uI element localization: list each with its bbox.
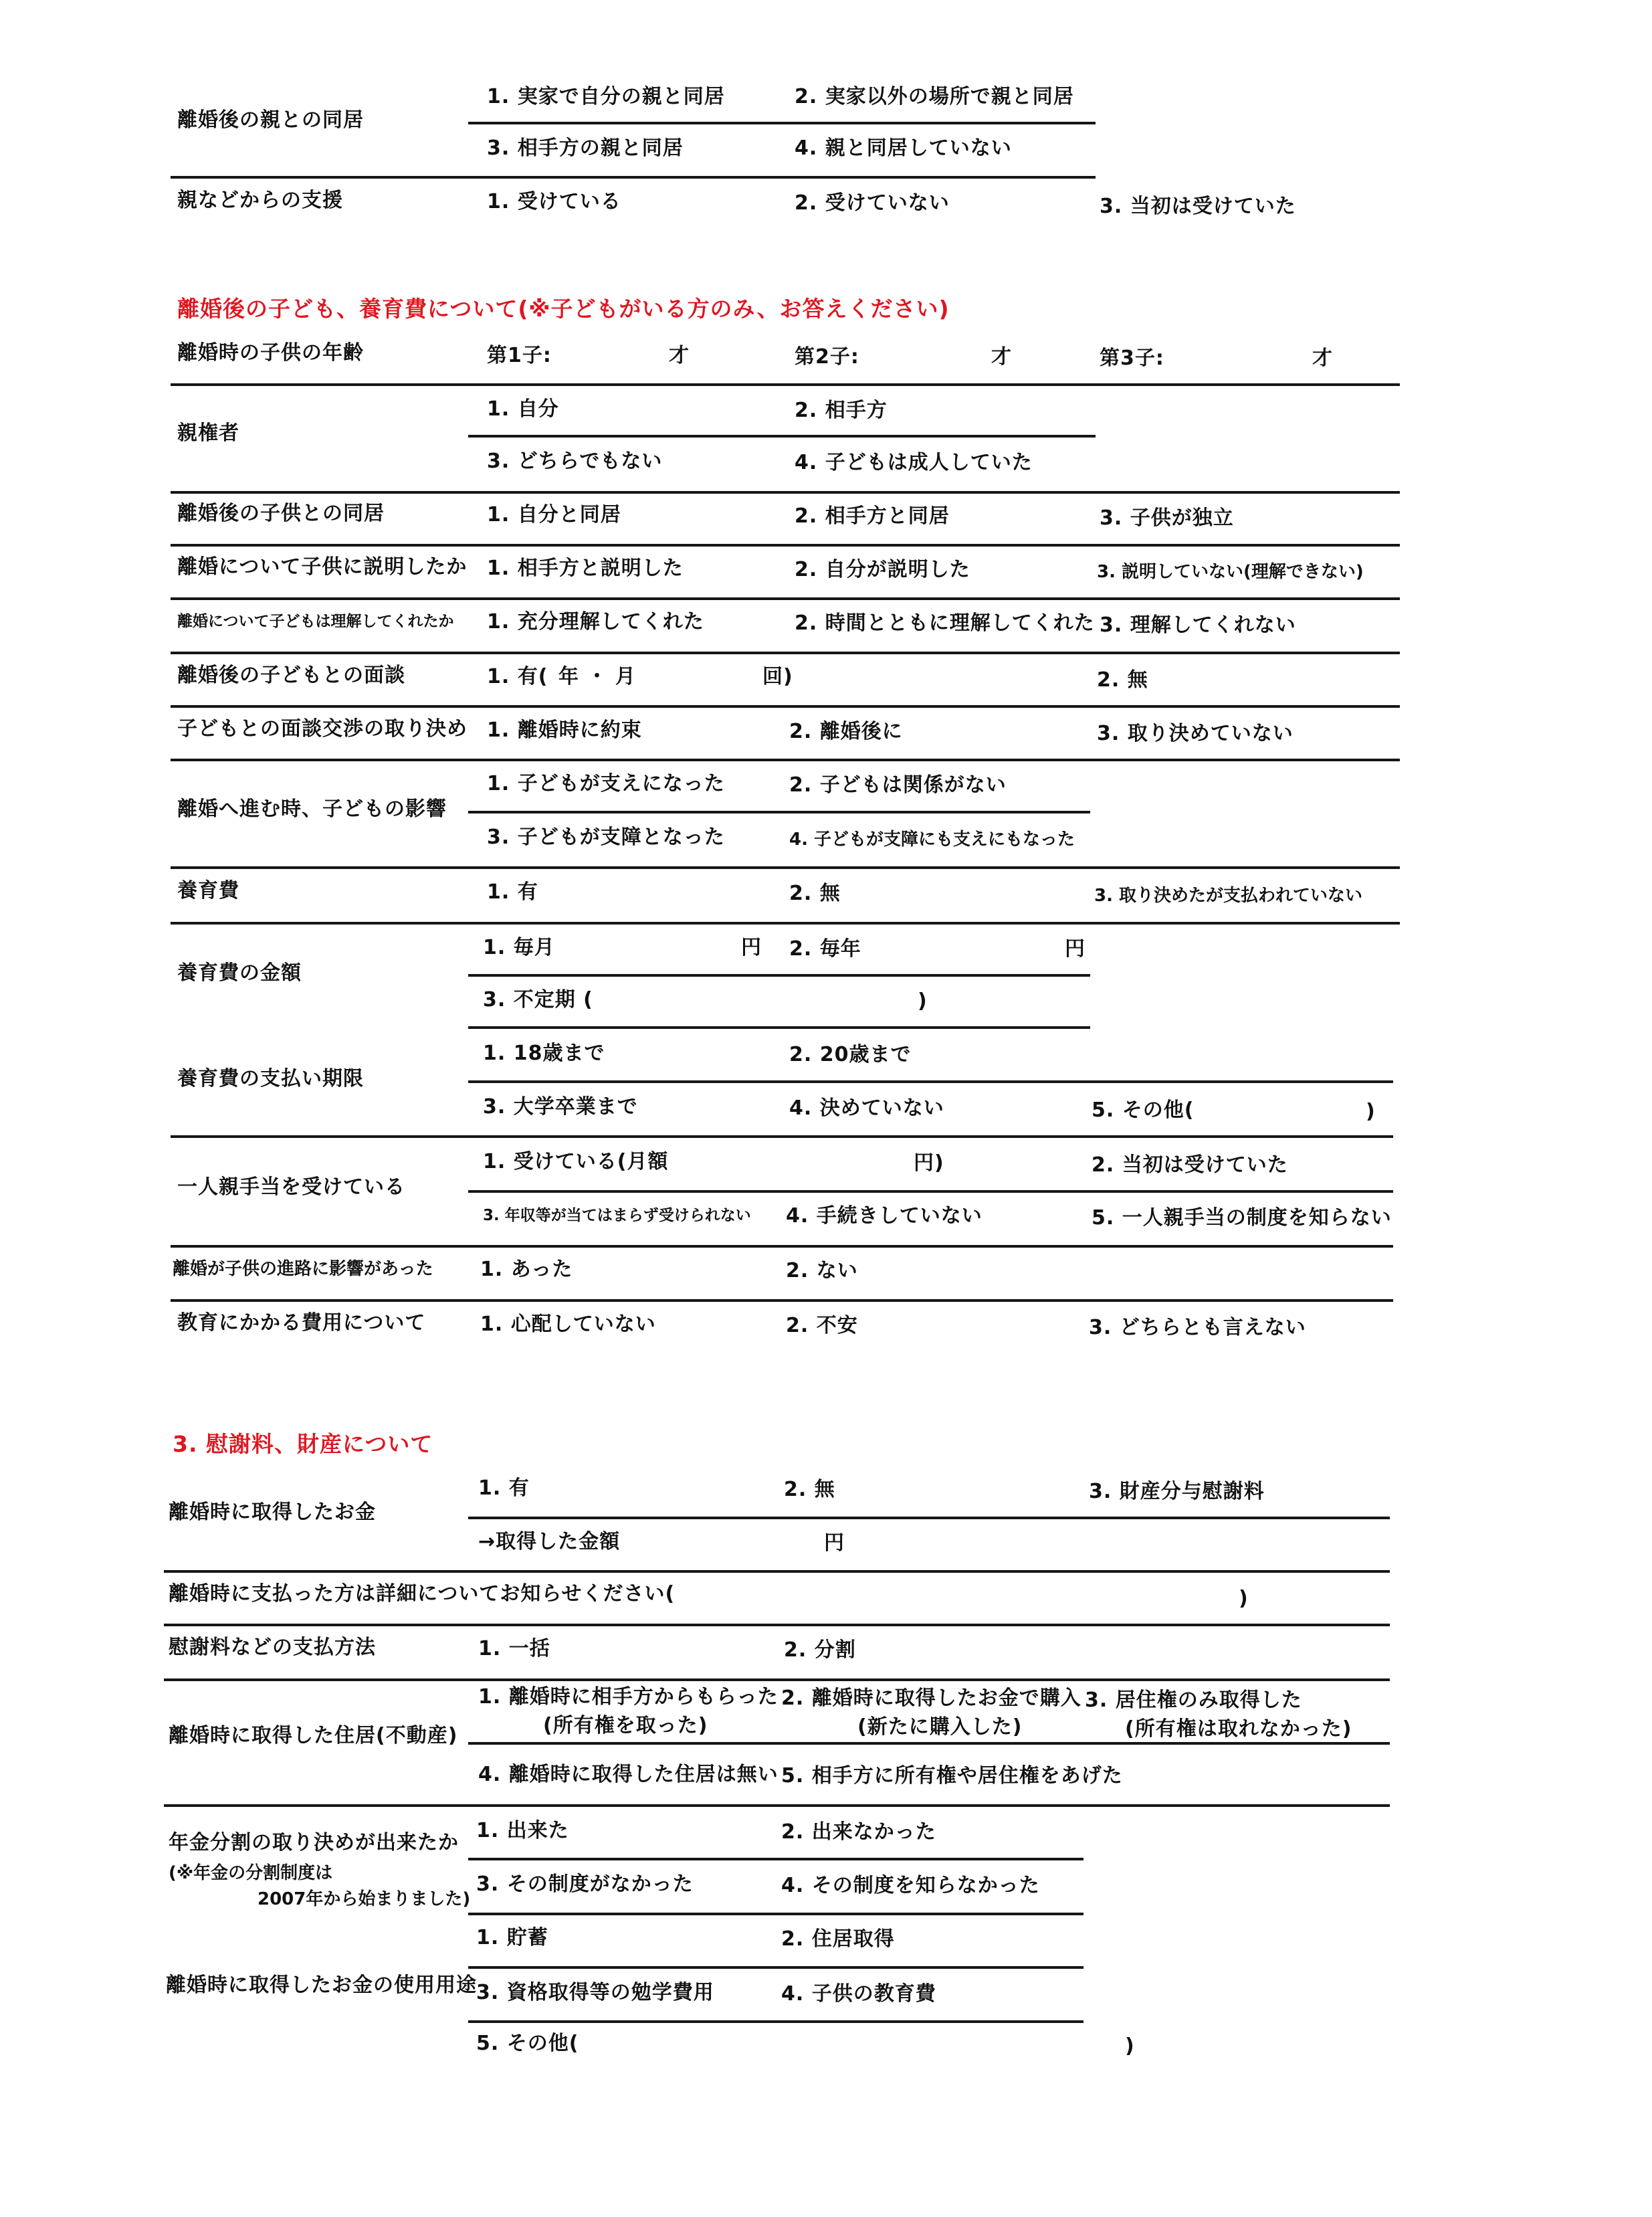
option[interactable]: 1. 自分と同居 bbox=[487, 503, 621, 526]
divider bbox=[468, 811, 1090, 813]
option[interactable]: 2. 当初は受けていた bbox=[1092, 1153, 1288, 1177]
option[interactable]: 1. 実家で自分の親と同居 bbox=[487, 85, 725, 108]
year-month-field[interactable]: 年 ・ 月 bbox=[558, 665, 636, 688]
option[interactable]: 5. その他( bbox=[1092, 1098, 1195, 1122]
option[interactable]: 3. 資格取得等の勉学費用 bbox=[476, 1981, 714, 2004]
option[interactable]: 1. 離婚時に相手方からもらった bbox=[478, 1685, 779, 1709]
option[interactable]: 3. 財産分与慰謝料 bbox=[1089, 1480, 1265, 1503]
understood-label: 離婚について子どもは理解してくれたか bbox=[177, 613, 454, 630]
yen-unit: 円 bbox=[824, 1531, 845, 1555]
option[interactable]: 2. 20歳まで bbox=[789, 1043, 912, 1066]
divider bbox=[468, 1966, 1083, 1969]
divider bbox=[468, 1858, 1083, 1860]
option[interactable]: 5. 相手方に所有権や居住権をあげた bbox=[781, 1764, 1123, 1788]
divider bbox=[164, 1570, 1390, 1573]
close-paren: ) bbox=[1366, 1100, 1376, 1123]
option[interactable]: 1. 出来た bbox=[476, 1819, 569, 1842]
divider bbox=[171, 759, 1400, 761]
divider bbox=[468, 1080, 1393, 1083]
child-cohabit-label: 離婚後の子供との同居 bbox=[177, 502, 385, 525]
option[interactable]: 3. 取り決めていない bbox=[1097, 722, 1294, 745]
custody-label: 親権者 bbox=[177, 421, 239, 445]
option[interactable]: 5. 一人親手当の制度を知らない bbox=[1092, 1206, 1392, 1230]
option[interactable]: 1. 毎月 bbox=[483, 936, 555, 959]
divider bbox=[171, 1299, 1393, 1302]
option[interactable]: 2. 分割 bbox=[784, 1638, 856, 1662]
divider bbox=[171, 866, 1400, 869]
option[interactable]: 3. 説明していない(理解できない) bbox=[1097, 562, 1364, 582]
divider bbox=[171, 383, 1400, 386]
visits-label: 離婚後の子どもとの面談 bbox=[177, 664, 405, 687]
option[interactable]: 1. あった bbox=[480, 1258, 573, 1281]
option[interactable]: 2. 無 bbox=[784, 1478, 835, 1501]
close-paren: ) bbox=[1125, 2034, 1135, 2058]
age-unit: 才 bbox=[669, 344, 690, 367]
option[interactable]: 3. 子どもが支障となった bbox=[487, 826, 725, 849]
allowance-label: 一人親手当を受けている bbox=[177, 1175, 405, 1199]
option[interactable]: 2. 自分が説明した bbox=[795, 558, 970, 581]
housing-label: 離婚時に取得した住居(不動産) bbox=[169, 1724, 458, 1747]
option[interactable]: 3. 不定期 ( bbox=[483, 988, 593, 1011]
option[interactable]: 5. その他( bbox=[476, 2032, 579, 2055]
property-section-title: 3. 慰謝料、財産について bbox=[173, 1431, 433, 1457]
path-label: 離婚が子供の進路に影響があった bbox=[173, 1259, 433, 1279]
option[interactable]: 4. 決めていない bbox=[789, 1096, 944, 1120]
divider bbox=[171, 922, 1400, 925]
option[interactable]: 2. 時間とともに理解してくれた bbox=[795, 611, 1095, 635]
option[interactable]: 3. 相手方の親と同居 bbox=[487, 136, 684, 160]
third-child-label: 第3子: bbox=[1100, 347, 1164, 370]
option[interactable]: 2. 毎年 bbox=[789, 937, 861, 961]
divider bbox=[468, 435, 1096, 438]
amount-field-label[interactable]: →取得した金額 bbox=[478, 1530, 621, 1553]
parents-support-label: 親などからの支援 bbox=[177, 189, 343, 212]
option[interactable]: 2. 無 bbox=[1097, 668, 1148, 692]
option[interactable]: 3. 当初は受けていた bbox=[1100, 195, 1296, 218]
option[interactable]: 2. 不安 bbox=[786, 1314, 858, 1337]
option[interactable]: 1. 有 bbox=[487, 880, 538, 904]
option[interactable]: 3. 子供が独立 bbox=[1100, 506, 1234, 530]
divider bbox=[164, 1678, 1390, 1681]
yen-close: 円) bbox=[914, 1151, 944, 1175]
option[interactable]: 3. その制度がなかった bbox=[476, 1872, 694, 1896]
divider bbox=[468, 974, 1090, 977]
yen-unit: 円 bbox=[1065, 937, 1086, 961]
divider bbox=[468, 1742, 1390, 1745]
option[interactable]: 1. 受けている bbox=[487, 190, 621, 213]
option-note: (所有権を取った) bbox=[543, 1714, 708, 1737]
method-label: 慰謝料などの支払方法 bbox=[169, 1636, 376, 1659]
option[interactable]: 1. 有 bbox=[478, 1476, 530, 1500]
option[interactable]: 2. 住居取得 bbox=[781, 1927, 895, 1951]
option[interactable]: 4. 離婚時に取得した住居は無い bbox=[478, 1763, 779, 1786]
option[interactable]: 3. どちらでもない bbox=[487, 450, 663, 473]
option[interactable]: 4. 手続きしていない bbox=[786, 1204, 983, 1228]
option[interactable]: 2. 子どもは関係がない bbox=[789, 773, 1007, 797]
option[interactable]: 1. 自分 bbox=[487, 397, 559, 421]
yen-unit: 円 bbox=[741, 936, 762, 959]
second-child-label: 第2子: bbox=[795, 345, 859, 369]
age-unit: 才 bbox=[1312, 347, 1333, 370]
divider bbox=[468, 1913, 1083, 1915]
first-child-label: 第1子: bbox=[487, 344, 552, 367]
option[interactable]: 4. 親と同居していない bbox=[795, 136, 1012, 160]
pension-note: 2007年から始まりました) bbox=[257, 1889, 471, 1909]
option[interactable]: 1. 一括 bbox=[478, 1637, 550, 1660]
option[interactable]: 1. 心配していない bbox=[480, 1313, 656, 1336]
option[interactable]: 1. 子どもが支えになった bbox=[487, 772, 725, 795]
count-close: 回) bbox=[762, 665, 793, 688]
paid-details-label[interactable]: 離婚時に支払った方は詳細についてお知らせください( bbox=[169, 1582, 676, 1606]
divider bbox=[171, 176, 1096, 179]
divider bbox=[468, 2020, 1083, 2023]
option[interactable]: 3. 取り決めたが支払われていない bbox=[1094, 886, 1363, 906]
divider bbox=[468, 122, 1096, 124]
explained-label: 離婚について子供に説明したか bbox=[177, 555, 468, 579]
option-note: (新たに購入した) bbox=[857, 1715, 1023, 1739]
divider bbox=[171, 544, 1400, 547]
divider bbox=[171, 597, 1400, 600]
child-age-label: 離婚時の子供の年齢 bbox=[177, 341, 364, 365]
close-paren: ) bbox=[1239, 1587, 1249, 1610]
close-paren: ) bbox=[918, 989, 928, 1013]
divider bbox=[468, 1190, 1393, 1193]
option[interactable]: 1. 充分理解してくれた bbox=[487, 610, 704, 634]
visit-agreement-label: 子どもとの面談交渉の取り決め bbox=[177, 717, 468, 741]
divider bbox=[164, 1624, 1390, 1626]
divider bbox=[171, 1135, 1393, 1138]
education-label: 教育にかかる費用について bbox=[177, 1311, 426, 1335]
divider bbox=[171, 491, 1400, 494]
divider bbox=[171, 652, 1400, 654]
divider bbox=[171, 705, 1400, 708]
option[interactable]: 1. 相手方と説明した bbox=[487, 557, 684, 580]
option[interactable]: 1. 有( bbox=[487, 665, 548, 688]
option[interactable]: 3. 居住権のみ取得した bbox=[1085, 1689, 1302, 1712]
option[interactable]: 1. 18歳まで bbox=[483, 1042, 605, 1065]
option[interactable]: 3. 年収等が当てはまらず受けられない bbox=[483, 1207, 751, 1224]
option[interactable]: 2. 出来なかった bbox=[781, 1820, 936, 1844]
divider bbox=[171, 1245, 1393, 1248]
option[interactable]: 3. 理解してくれない bbox=[1100, 613, 1296, 637]
option[interactable]: 3. 大学卒業まで bbox=[483, 1095, 638, 1119]
option[interactable]: 2. 無 bbox=[789, 882, 841, 905]
support-label: 養育費 bbox=[177, 879, 239, 902]
pension-note: (※年金の分割制度は bbox=[169, 1863, 333, 1883]
option[interactable]: 4. 子供の教育費 bbox=[781, 1982, 936, 2006]
pension-label: 年金分割の取り決めが出来たか bbox=[169, 1831, 459, 1854]
option[interactable]: 2. ない bbox=[786, 1259, 858, 1282]
option[interactable]: 2. 離婚時に取得したお金で購入 bbox=[781, 1686, 1081, 1710]
option[interactable]: 1. 受けている(月額 bbox=[483, 1150, 669, 1173]
option[interactable]: 2. 実家以外の場所で親と同居 bbox=[795, 85, 1074, 108]
divider bbox=[164, 1804, 1390, 1807]
option-note: (所有権は取れなかった) bbox=[1125, 1717, 1352, 1741]
parents-cohabit-label: 離婚後の親との同居 bbox=[177, 108, 364, 132]
option[interactable]: 2. 相手方と同居 bbox=[795, 504, 950, 528]
option[interactable]: 2. 相手方 bbox=[795, 399, 888, 422]
period-label: 養育費の支払い期限 bbox=[177, 1067, 364, 1090]
usage-label: 離婚時に取得したお金の使用用途 bbox=[166, 1973, 477, 1997]
option[interactable]: 4. 子どもは成人していた bbox=[795, 451, 1033, 474]
influence-label: 離婚へ進む時、子どもの影響 bbox=[177, 797, 447, 821]
option[interactable]: 2. 離婚後に bbox=[789, 720, 903, 743]
option[interactable]: 4. その制度を知らなかった bbox=[781, 1874, 1040, 1897]
option[interactable]: 1. 貯蓄 bbox=[476, 1926, 548, 1949]
children-section-title: 離婚後の子ども、養育費について(※子どもがいる方のみ、お答えください) bbox=[177, 296, 950, 322]
age-unit: 才 bbox=[991, 345, 1012, 369]
option[interactable]: 4. 子どもが支障にも支えにもなった bbox=[789, 830, 1075, 850]
option[interactable]: 3. どちらとも言えない bbox=[1089, 1316, 1306, 1339]
divider bbox=[468, 1517, 1390, 1519]
money-label: 離婚時に取得したお金 bbox=[169, 1501, 376, 1524]
divider bbox=[468, 1026, 1090, 1029]
option[interactable]: 2. 受けていない bbox=[795, 191, 950, 215]
amount-label: 養育費の金額 bbox=[177, 961, 302, 985]
option[interactable]: 1. 離婚時に約束 bbox=[487, 718, 642, 742]
